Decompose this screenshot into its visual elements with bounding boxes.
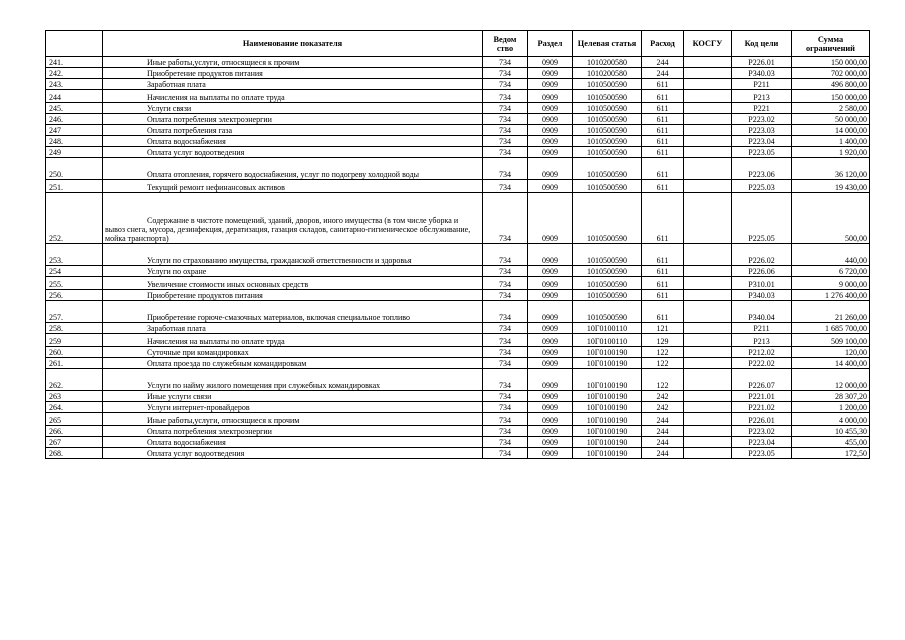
row-name: Суточные при командировках — [103, 347, 483, 358]
table-row — [46, 290, 870, 301]
row-celevaya: 10Г0100190 — [573, 391, 642, 402]
row-number: 259 — [46, 334, 103, 347]
row-razdel: 0909 — [528, 266, 573, 277]
row-number: 248. — [46, 136, 103, 147]
row-vedom: 734 — [483, 402, 528, 413]
row-kod-celi: Р310.01 — [732, 277, 792, 290]
row-kosgu — [684, 347, 732, 358]
table-row — [46, 103, 870, 114]
row-number: 261. — [46, 358, 103, 369]
row-summa: 2 580,00 — [792, 103, 870, 114]
table-row — [46, 57, 870, 68]
row-name: Содержание в чистоте помещений, зданий, дворов, иного имущества (в том числе уборка и вывоз снега, мусора, дезинфекция, дератизация, газация складов, санитарно-гигиеническое обслуживание, мойка транспорта) — [103, 193, 483, 244]
row-summa: 1 276 400,00 — [792, 290, 870, 301]
row-rashod: 242 — [642, 402, 684, 413]
row-summa: 19 430,00 — [792, 180, 870, 193]
row-vedom: 734 — [483, 301, 528, 323]
row-number: 243. — [46, 79, 103, 90]
row-number: 263 — [46, 391, 103, 402]
row-name: Приобретение продуктов питания — [103, 290, 483, 301]
row-kod-celi: Р213 — [732, 334, 792, 347]
row-razdel: 0909 — [528, 323, 573, 334]
row-kod-celi: Р340.04 — [732, 301, 792, 323]
row-number: 250. — [46, 158, 103, 180]
row-celevaya: 1010500590 — [573, 125, 642, 136]
row-razdel: 0909 — [528, 437, 573, 448]
row-kosgu — [684, 193, 732, 244]
row-summa: 150 000,00 — [792, 57, 870, 68]
row-razdel: 0909 — [528, 347, 573, 358]
row-rashod: 242 — [642, 391, 684, 402]
row-rashod: 122 — [642, 347, 684, 358]
row-summa: 440,00 — [792, 244, 870, 266]
row-name: Оплата потребления газа — [103, 125, 483, 136]
row-vedom: 734 — [483, 437, 528, 448]
row-number: 257. — [46, 301, 103, 323]
table-row — [46, 402, 870, 413]
row-kod-celi: Р340.03 — [732, 290, 792, 301]
row-razdel: 0909 — [528, 193, 573, 244]
row-razdel: 0909 — [528, 277, 573, 290]
row-rashod: 611 — [642, 266, 684, 277]
row-number: 256. — [46, 290, 103, 301]
row-rashod: 244 — [642, 68, 684, 79]
row-rashod: 244 — [642, 448, 684, 459]
row-kosgu — [684, 391, 732, 402]
table-row — [46, 369, 870, 391]
row-kod-celi: Р226.06 — [732, 266, 792, 277]
row-vedom: 734 — [483, 57, 528, 68]
header-name: Наименование показателя — [103, 31, 483, 57]
row-number: 255. — [46, 277, 103, 290]
table-row — [46, 323, 870, 334]
row-celevaya: 1010500590 — [573, 301, 642, 323]
row-celevaya: 1010500590 — [573, 290, 642, 301]
row-kosgu — [684, 244, 732, 266]
row-vedom: 734 — [483, 125, 528, 136]
row-vedom: 734 — [483, 290, 528, 301]
row-name: Услуги по страхованию имущества, гражданской ответственности и здоровья — [103, 244, 483, 266]
row-vedom: 734 — [483, 448, 528, 459]
row-kosgu — [684, 68, 732, 79]
row-kosgu — [684, 301, 732, 323]
row-kosgu — [684, 323, 732, 334]
table-row — [46, 391, 870, 402]
row-vedom: 734 — [483, 369, 528, 391]
row-summa: 509 100,00 — [792, 334, 870, 347]
header-kosgu: КОСГУ — [684, 31, 732, 57]
row-kod-celi: Р223.03 — [732, 125, 792, 136]
row-summa: 14 000,00 — [792, 125, 870, 136]
row-kosgu — [684, 266, 732, 277]
row-name: Оплата потребления электроэнергии — [103, 426, 483, 437]
row-number: 262. — [46, 369, 103, 391]
row-celevaya: 1010500590 — [573, 180, 642, 193]
row-kod-celi: Р213 — [732, 90, 792, 103]
row-name: Услуги связи — [103, 103, 483, 114]
table-row — [46, 136, 870, 147]
row-kod-celi: Р340.03 — [732, 68, 792, 79]
budget-limits-table — [45, 30, 870, 459]
row-celevaya: 10Г0100190 — [573, 426, 642, 437]
row-celevaya: 1010500590 — [573, 90, 642, 103]
row-name: Приобретение продуктов питания — [103, 68, 483, 79]
row-rashod: 244 — [642, 57, 684, 68]
row-vedom: 734 — [483, 413, 528, 426]
row-vedom: 734 — [483, 136, 528, 147]
row-celevaya: 10Г0100190 — [573, 413, 642, 426]
row-vedom: 734 — [483, 391, 528, 402]
row-razdel: 0909 — [528, 448, 573, 459]
row-kod-celi: Р212.02 — [732, 347, 792, 358]
row-rashod: 611 — [642, 103, 684, 114]
row-kosgu — [684, 290, 732, 301]
row-number: 267 — [46, 437, 103, 448]
row-rashod: 244 — [642, 413, 684, 426]
row-vedom: 734 — [483, 277, 528, 290]
row-vedom: 734 — [483, 266, 528, 277]
row-kosgu — [684, 180, 732, 193]
row-number: 246. — [46, 114, 103, 125]
row-summa: 14 400,00 — [792, 358, 870, 369]
row-name: Заработная плата — [103, 323, 483, 334]
row-vedom: 734 — [483, 323, 528, 334]
row-razdel: 0909 — [528, 57, 573, 68]
row-kosgu — [684, 369, 732, 391]
row-number: 266. — [46, 426, 103, 437]
row-kod-celi: Р221.02 — [732, 402, 792, 413]
row-summa: 1 920,00 — [792, 147, 870, 158]
row-rashod: 611 — [642, 136, 684, 147]
row-razdel: 0909 — [528, 158, 573, 180]
row-kosgu — [684, 426, 732, 437]
row-vedom: 734 — [483, 334, 528, 347]
row-celevaya: 1010200580 — [573, 68, 642, 79]
row-celevaya: 1010500590 — [573, 147, 642, 158]
row-rashod: 611 — [642, 301, 684, 323]
row-summa: 500,00 — [792, 193, 870, 244]
table-header-row — [46, 31, 870, 57]
header-celevaya: Целевая статья — [573, 31, 642, 57]
header-kod-celi: Код цели — [732, 31, 792, 57]
row-number: 249 — [46, 147, 103, 158]
row-rashod: 122 — [642, 369, 684, 391]
row-kod-celi: Р223.02 — [732, 426, 792, 437]
row-celevaya: 1010500590 — [573, 193, 642, 244]
row-number: 241. — [46, 57, 103, 68]
row-celevaya: 1010500590 — [573, 277, 642, 290]
row-number: 264. — [46, 402, 103, 413]
row-razdel: 0909 — [528, 125, 573, 136]
row-number: 252. — [46, 193, 103, 244]
table-row — [46, 358, 870, 369]
table-row — [46, 347, 870, 358]
row-celevaya: 1010200580 — [573, 57, 642, 68]
row-name: Приобретение горюче-смазочных материалов, включая специальное топливо — [103, 301, 483, 323]
row-rashod: 611 — [642, 79, 684, 90]
table-body — [46, 57, 870, 459]
row-number: 244 — [46, 90, 103, 103]
row-razdel: 0909 — [528, 103, 573, 114]
row-kod-celi: Р226.01 — [732, 413, 792, 426]
row-rashod: 611 — [642, 277, 684, 290]
row-kosgu — [684, 402, 732, 413]
row-razdel: 0909 — [528, 180, 573, 193]
row-razdel: 0909 — [528, 136, 573, 147]
row-rashod: 611 — [642, 180, 684, 193]
row-kosgu — [684, 90, 732, 103]
table-row — [46, 193, 870, 244]
header-razdel: Раздел — [528, 31, 573, 57]
row-rashod: 611 — [642, 244, 684, 266]
row-rashod: 129 — [642, 334, 684, 347]
row-kod-celi: Р226.01 — [732, 57, 792, 68]
row-summa: 10 455,30 — [792, 426, 870, 437]
row-number: 251. — [46, 180, 103, 193]
row-name: Начисления на выплаты по оплате труда — [103, 90, 483, 103]
row-razdel: 0909 — [528, 79, 573, 90]
row-name: Оплата водоснабжения — [103, 136, 483, 147]
row-name: Услуги интернет-провайдеров — [103, 402, 483, 413]
row-vedom: 734 — [483, 68, 528, 79]
row-vedom: 734 — [483, 347, 528, 358]
header-num — [46, 31, 103, 57]
row-kosgu — [684, 147, 732, 158]
row-name: Иные работы,услуги, относящиеся к прочим — [103, 57, 483, 68]
row-vedom: 734 — [483, 426, 528, 437]
table-row — [46, 277, 870, 290]
row-celevaya: 1010500590 — [573, 158, 642, 180]
row-kod-celi: Р225.05 — [732, 193, 792, 244]
row-vedom: 734 — [483, 79, 528, 90]
row-celevaya: 10Г0100110 — [573, 334, 642, 347]
row-kod-celi: Р211 — [732, 323, 792, 334]
row-kosgu — [684, 136, 732, 147]
row-celevaya: 1010500590 — [573, 114, 642, 125]
row-summa: 150 000,00 — [792, 90, 870, 103]
row-razdel: 0909 — [528, 402, 573, 413]
row-celevaya: 1010500590 — [573, 103, 642, 114]
row-rashod: 611 — [642, 147, 684, 158]
row-name: Оплата водоснабжения — [103, 437, 483, 448]
row-razdel: 0909 — [528, 68, 573, 79]
row-summa: 50 000,00 — [792, 114, 870, 125]
row-kod-celi: Р223.06 — [732, 158, 792, 180]
row-kod-celi: Р226.07 — [732, 369, 792, 391]
table-row — [46, 147, 870, 158]
row-celevaya: 10Г0100190 — [573, 358, 642, 369]
row-kosgu — [684, 57, 732, 68]
row-name: Заработная плата — [103, 79, 483, 90]
row-rashod: 611 — [642, 114, 684, 125]
row-kod-celi: Р223.05 — [732, 448, 792, 459]
row-summa: 1 400,00 — [792, 136, 870, 147]
row-vedom: 734 — [483, 158, 528, 180]
row-rashod: 244 — [642, 437, 684, 448]
row-kod-celi: Р226.02 — [732, 244, 792, 266]
row-razdel: 0909 — [528, 90, 573, 103]
row-celevaya: 1010500590 — [573, 244, 642, 266]
row-kod-celi: Р221 — [732, 103, 792, 114]
row-summa: 4 000,00 — [792, 413, 870, 426]
table-row — [46, 79, 870, 90]
row-rashod: 122 — [642, 358, 684, 369]
table-row — [46, 301, 870, 323]
row-summa: 36 120,00 — [792, 158, 870, 180]
row-vedom: 734 — [483, 103, 528, 114]
row-name: Оплата услуг водоотведения — [103, 448, 483, 459]
row-kod-celi: Р222.02 — [732, 358, 792, 369]
table-row — [46, 68, 870, 79]
row-rashod: 611 — [642, 125, 684, 136]
row-razdel: 0909 — [528, 147, 573, 158]
budget-limits-sheet — [45, 30, 869, 459]
row-razdel: 0909 — [528, 391, 573, 402]
row-kosgu — [684, 413, 732, 426]
row-name: Текущий ремонт нефинансовых активов — [103, 180, 483, 193]
row-number: 265 — [46, 413, 103, 426]
row-razdel: 0909 — [528, 426, 573, 437]
row-name: Оплата проезда по служебным командировкам — [103, 358, 483, 369]
row-name: Оплата отопления, горячего водоснабжения, услуг по подогреву холодной воды — [103, 158, 483, 180]
table-row — [46, 448, 870, 459]
row-vedom: 734 — [483, 90, 528, 103]
row-razdel: 0909 — [528, 301, 573, 323]
row-kosgu — [684, 125, 732, 136]
row-summa: 1 200,00 — [792, 402, 870, 413]
row-summa: 28 307,20 — [792, 391, 870, 402]
row-kod-celi: Р223.04 — [732, 136, 792, 147]
row-vedom: 734 — [483, 180, 528, 193]
row-rashod: 611 — [642, 290, 684, 301]
table-row — [46, 437, 870, 448]
row-name: Иные услуги связи — [103, 391, 483, 402]
row-celevaya: 10Г0100190 — [573, 347, 642, 358]
row-rashod: 244 — [642, 426, 684, 437]
header-summa: Сумма ограничений — [792, 31, 870, 57]
row-razdel: 0909 — [528, 413, 573, 426]
header-rashod: Расход — [642, 31, 684, 57]
row-name: Увеличение стоимости иных основных средств — [103, 277, 483, 290]
row-celevaya: 10Г0100110 — [573, 323, 642, 334]
row-kosgu — [684, 158, 732, 180]
row-rashod: 611 — [642, 90, 684, 103]
row-celevaya: 10Г0100190 — [573, 448, 642, 459]
row-kod-celi: Р223.05 — [732, 147, 792, 158]
row-vedom: 734 — [483, 244, 528, 266]
row-celevaya: 10Г0100190 — [573, 369, 642, 391]
table-row — [46, 426, 870, 437]
row-summa: 9 000,00 — [792, 277, 870, 290]
row-vedom: 734 — [483, 147, 528, 158]
row-name: Оплата услуг водоотведения — [103, 147, 483, 158]
row-kod-celi: Р225.03 — [732, 180, 792, 193]
table-row — [46, 413, 870, 426]
row-number: 242. — [46, 68, 103, 79]
row-kod-celi: Р221.01 — [732, 391, 792, 402]
row-number: 247 — [46, 125, 103, 136]
row-razdel: 0909 — [528, 369, 573, 391]
row-name: Иные работы,услуги, относящиеся к прочим — [103, 413, 483, 426]
row-kosgu — [684, 437, 732, 448]
table-row — [46, 125, 870, 136]
row-razdel: 0909 — [528, 358, 573, 369]
table-row — [46, 334, 870, 347]
row-summa: 702 000,00 — [792, 68, 870, 79]
row-razdel: 0909 — [528, 244, 573, 266]
row-kosgu — [684, 79, 732, 90]
row-celevaya: 1010500590 — [573, 266, 642, 277]
row-kod-celi: Р211 — [732, 79, 792, 90]
row-summa: 455,00 — [792, 437, 870, 448]
table-row — [46, 158, 870, 180]
row-vedom: 734 — [483, 114, 528, 125]
row-name: Начисления на выплаты по оплате труда — [103, 334, 483, 347]
row-rashod: 121 — [642, 323, 684, 334]
row-celevaya: 10Г0100190 — [573, 437, 642, 448]
row-summa: 172,50 — [792, 448, 870, 459]
row-summa: 12 000,00 — [792, 369, 870, 391]
header-vedom: Ведом ство — [483, 31, 528, 57]
row-summa: 6 720,00 — [792, 266, 870, 277]
row-kosgu — [684, 358, 732, 369]
row-kosgu — [684, 103, 732, 114]
row-razdel: 0909 — [528, 114, 573, 125]
table-row — [46, 114, 870, 125]
row-number: 253. — [46, 244, 103, 266]
row-razdel: 0909 — [528, 290, 573, 301]
row-summa: 120,00 — [792, 347, 870, 358]
row-rashod: 611 — [642, 193, 684, 244]
row-summa: 21 260,00 — [792, 301, 870, 323]
row-kosgu — [684, 334, 732, 347]
row-celevaya: 10Г0100190 — [573, 402, 642, 413]
row-rashod: 611 — [642, 158, 684, 180]
row-number: 260. — [46, 347, 103, 358]
table-row — [46, 90, 870, 103]
row-number: 254 — [46, 266, 103, 277]
row-kosgu — [684, 114, 732, 125]
row-celevaya: 1010500590 — [573, 136, 642, 147]
row-celevaya: 1010500590 — [573, 79, 642, 90]
row-summa: 496 800,00 — [792, 79, 870, 90]
row-number: 268. — [46, 448, 103, 459]
row-kosgu — [684, 277, 732, 290]
row-number: 245. — [46, 103, 103, 114]
row-razdel: 0909 — [528, 334, 573, 347]
row-vedom: 734 — [483, 358, 528, 369]
row-kod-celi: Р223.04 — [732, 437, 792, 448]
table-row — [46, 266, 870, 277]
row-kosgu — [684, 448, 732, 459]
row-name: Услуги по найму жилого помещения при служебных командировках — [103, 369, 483, 391]
row-name: Оплата потребления электроэнергии — [103, 114, 483, 125]
row-vedom: 734 — [483, 193, 528, 244]
row-number: 258. — [46, 323, 103, 334]
table-row — [46, 244, 870, 266]
row-summa: 1 685 700,00 — [792, 323, 870, 334]
row-kod-celi: Р223.02 — [732, 114, 792, 125]
table-row — [46, 180, 870, 193]
row-name: Услуги по охране — [103, 266, 483, 277]
